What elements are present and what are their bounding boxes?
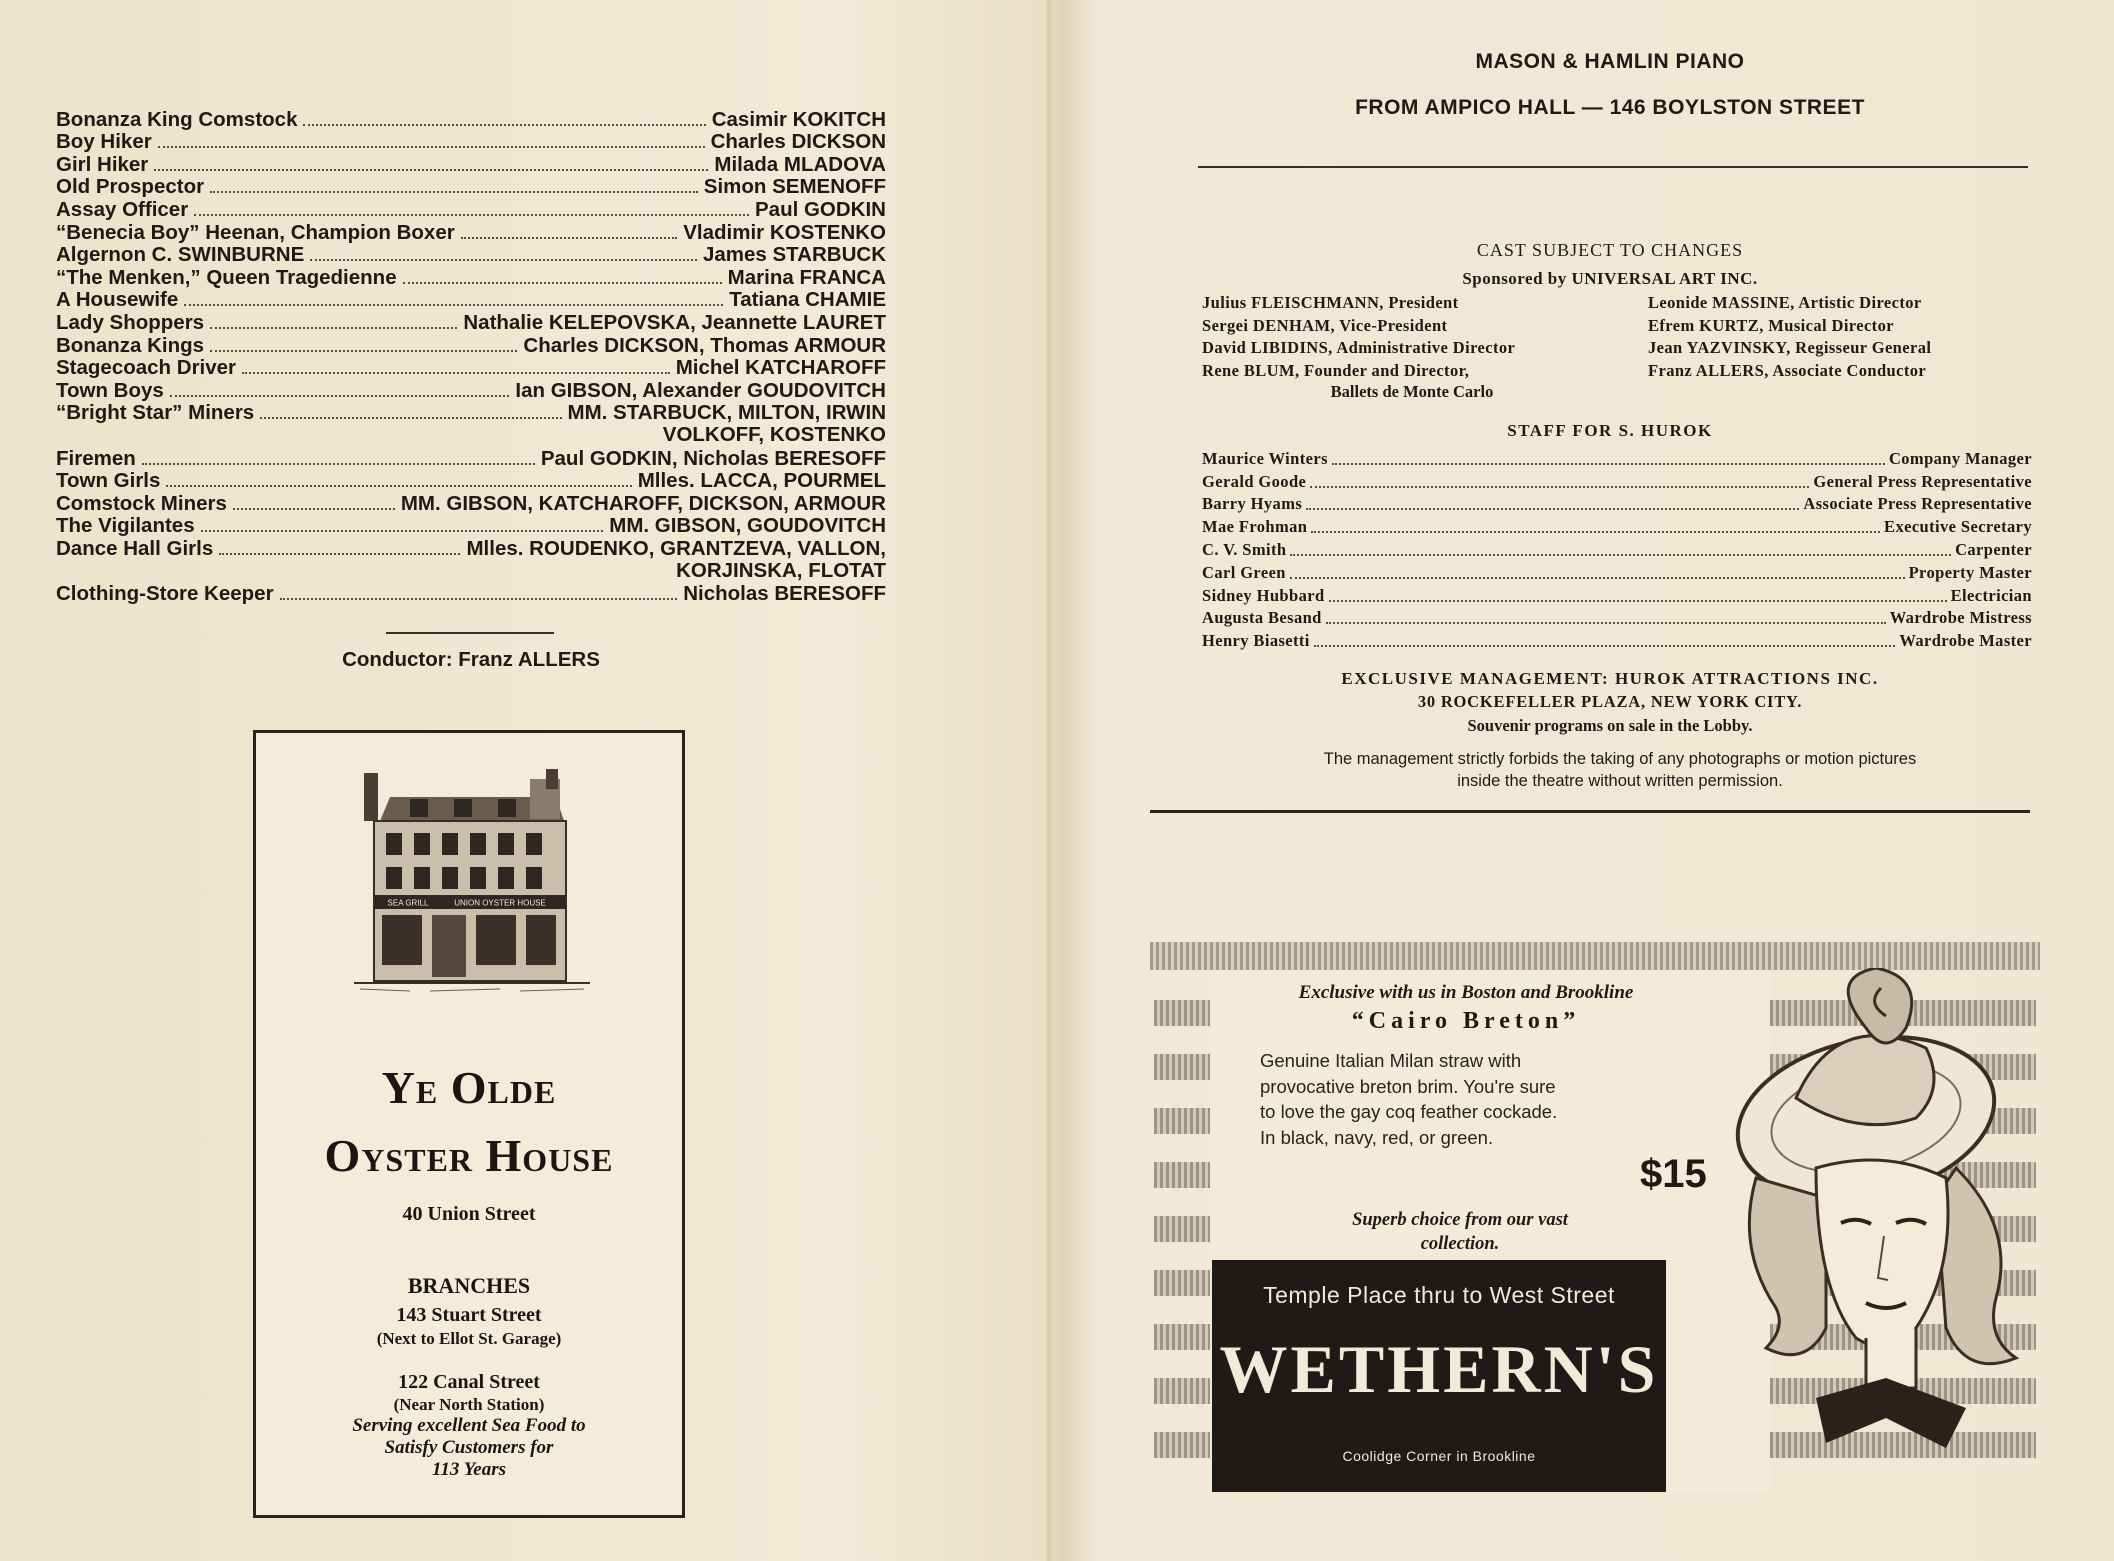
- ad-stripe: [1154, 1000, 1210, 1026]
- ad-choice-line: collection.: [1420, 1234, 1500, 1254]
- oyster-title-line2: Oyster House: [324, 1130, 614, 1181]
- cast-row: [56, 492, 886, 515]
- staff-name: Gerald Goode: [1202, 471, 1307, 491]
- dot-leader: [166, 485, 631, 487]
- staff-title: Company Manager: [1888, 448, 2032, 468]
- store-location: Temple Place thru to West Street: [1263, 1282, 1615, 1308]
- cast-row: [56, 402, 886, 425]
- divider-rule: [386, 632, 554, 634]
- cast-role: Boy Hiker: [56, 130, 152, 154]
- store-branch: Coolidge Corner in Brookline: [1342, 1448, 1536, 1464]
- ballets-line: Ballets de Monte Carlo: [1330, 382, 1494, 401]
- cast-actor: Nicholas BERESOFF: [683, 582, 886, 606]
- cast-actor: Tatiana CHAMIE: [729, 288, 886, 312]
- cast-role: Town Boys: [56, 378, 164, 402]
- staff-row: [1202, 606, 2032, 629]
- cast-actor: MM. STARBUCK, MILTON, IRWIN: [567, 401, 886, 425]
- piano-credit: MASON & HAMLIN PIANO: [1475, 50, 1745, 73]
- officers-right: [1648, 292, 1931, 382]
- dot-leader: [210, 350, 517, 352]
- officer: Efrem KURTZ, Musical Director: [1648, 315, 1894, 335]
- cast-row: [56, 221, 886, 244]
- cast-actor-continued: KORJINSKA, FLOTAT: [676, 558, 886, 582]
- management-address: 30 ROCKEFELLER PLAZA, NEW YORK CITY.: [1417, 692, 1803, 711]
- ad-stripe: [1154, 1216, 1210, 1242]
- staff-list: [1202, 446, 2032, 651]
- cast-row: [56, 515, 886, 538]
- cast-role: Firemen: [56, 446, 136, 470]
- ad-stripe: [1154, 1162, 1210, 1188]
- cast-role: Town Girls: [56, 469, 161, 493]
- cast-row: [56, 447, 886, 470]
- cast-role: Comstock Miners: [56, 491, 227, 515]
- cast-role: Bonanza King Comstock: [56, 107, 298, 131]
- ad-stripe: [1154, 1108, 1210, 1134]
- dot-leader: [310, 259, 697, 261]
- cast-role: “The Menken,” Queen Tragedienne: [56, 265, 397, 289]
- oyster-house-illustration: [350, 769, 594, 1001]
- dot-leader: [260, 417, 561, 419]
- cast-row: [56, 176, 886, 199]
- ad-product-name: “Cairo Breton”: [1351, 1008, 1581, 1034]
- cast-row: [56, 244, 886, 267]
- dot-leader: [1311, 531, 1880, 533]
- branch-1-note: (Next to Ellot St. Garage): [376, 1329, 562, 1348]
- section-rule: [1150, 810, 2030, 813]
- staff-row: [1202, 492, 2032, 515]
- cast-actor-continued: VOLKOFF, KOSTENKO: [662, 423, 886, 447]
- branch-2-address: 122 Canal Street: [398, 1371, 540, 1393]
- oyster-address: 40 Union Street: [402, 1203, 536, 1225]
- cast-row: [56, 266, 886, 289]
- ad-stripe: [1154, 1270, 1210, 1296]
- ad-exclusive-line: Exclusive with us in Boston and Brookline: [1298, 982, 1634, 1003]
- ad-price: $15: [1640, 1152, 1707, 1196]
- sign-text-right: UNION OYSTER HOUSE: [454, 898, 546, 908]
- cast-role: Dance Hall Girls: [56, 536, 214, 560]
- cast-actor: MM. GIBSON, KATCHAROFF, DICKSON, ARMOUR: [400, 491, 886, 515]
- cast-actor: Milada MLADOVA: [714, 152, 886, 176]
- dot-leader: [219, 553, 460, 555]
- wetherns-ad: [1150, 942, 2040, 1492]
- staff-title: Wardrobe Master: [1899, 631, 2032, 651]
- wetherns-logo-box: [1212, 1260, 1666, 1492]
- conductor-line: Conductor: Franz ALLERS: [342, 648, 600, 671]
- cast-role: A Housewife: [56, 288, 179, 312]
- cast-role: Girl Hiker: [56, 152, 149, 176]
- dot-leader: [1329, 600, 1947, 602]
- cast-actor: Vladimir KOSTENKO: [683, 220, 886, 244]
- staff-row: [1202, 628, 2032, 651]
- cast-row: [56, 311, 886, 334]
- cast-role: Stagecoach Driver: [56, 356, 237, 380]
- staff-row: [1202, 560, 2032, 583]
- dot-leader: [1306, 508, 1799, 510]
- staff-row: [1202, 514, 2032, 537]
- staff-name: Augusta Besand: [1202, 608, 1322, 628]
- officer: David LIBIDINS, Administrative Director: [1202, 338, 1516, 357]
- dot-leader: [142, 463, 535, 465]
- slogan-line-1: Serving excellent Sea Food to: [352, 1415, 586, 1436]
- dot-leader: [170, 395, 510, 397]
- dot-leader: [210, 327, 457, 329]
- cast-row: [56, 537, 886, 560]
- header-rule: [1198, 166, 2028, 168]
- cast-row: [56, 357, 886, 380]
- ad-stripe: [1154, 1324, 1210, 1350]
- staff-title: Wardrobe Mistress: [1889, 608, 2032, 628]
- staff-name: Mae Frohman: [1202, 517, 1308, 537]
- cast-role: Algernon C. SWINBURNE: [56, 243, 305, 267]
- cast-role: Bonanza Kings: [56, 333, 205, 357]
- cast-actor: Michel KATCHAROFF: [675, 356, 886, 380]
- piano-source: FROM AMPICO HALL — 146 BOYLSTON STREET: [1355, 96, 1865, 119]
- dot-leader: [194, 214, 749, 216]
- cast-actor: Marina FRANCA: [727, 265, 886, 289]
- dot-leader: [1314, 645, 1896, 647]
- cast-actor: Charles DICKSON, Thomas ARMOUR: [523, 333, 886, 357]
- cast-role: “Bright Star” Miners: [56, 401, 255, 425]
- oyster-house-ad: [253, 730, 685, 1518]
- slogan-line-2: Satisfy Customers for: [384, 1437, 554, 1458]
- staff-title: Associate Press Representative: [1803, 494, 2032, 514]
- notice-line-1: The management strictly forbids the taking of any photographs or motion pictures: [1323, 750, 1917, 768]
- cast-actor: Mlles. ROUDENKO, GRANTZEVA, VALLON,: [466, 536, 886, 560]
- dot-leader: [303, 124, 705, 126]
- cast-row: [56, 108, 886, 131]
- staff-row: [1202, 583, 2032, 606]
- cast-role: Clothing-Store Keeper: [56, 582, 274, 606]
- cast-role: Lady Shoppers: [56, 310, 205, 334]
- dot-leader: [210, 191, 698, 193]
- dot-leader: [403, 282, 722, 284]
- cast-actor: Paul GODKIN: [755, 197, 886, 221]
- staff-name: Sidney Hubbard: [1202, 585, 1325, 605]
- dot-leader: [242, 372, 670, 374]
- cast-actor: Paul GODKIN, Nicholas BERESOFF: [540, 446, 886, 470]
- dot-leader: [1290, 577, 1905, 579]
- cast-row: [56, 289, 886, 312]
- slogan-line-3: 113 Years: [431, 1459, 507, 1480]
- dot-leader: [1310, 486, 1809, 488]
- staff-row: [1202, 537, 2032, 560]
- cast-role: Assay Officer: [56, 197, 189, 221]
- dot-leader: [201, 530, 604, 532]
- notice-line-2: inside the theatre without written permission.: [1457, 772, 1783, 790]
- staff-title: Property Master: [1908, 562, 2032, 582]
- officer: Leonide MASSINE, Artistic Director: [1648, 293, 1922, 312]
- officer: Sergei DENHAM, Vice-President: [1202, 315, 1448, 335]
- dot-leader: [184, 304, 723, 306]
- staff-name: Henry Biasetti: [1202, 631, 1310, 651]
- staff-name: Carl Green: [1202, 562, 1286, 582]
- photography-notice: [1190, 748, 2050, 792]
- store-brand: WETHERN'S: [1219, 1331, 1659, 1407]
- cast-actor: Mlles. LACCA, POURMEL: [637, 469, 886, 493]
- oyster-title-line1: Ye Olde: [381, 1062, 557, 1113]
- ad-description: [1260, 1048, 1720, 1150]
- ad-choice-text: [1280, 1208, 1640, 1256]
- cast-row: [56, 198, 886, 221]
- cast-role: The Vigilantes: [56, 514, 195, 538]
- cast-actor: Nathalie KELEPOVSKA, Jeannette LAURET: [463, 310, 886, 334]
- cast-actor: Ian GIBSON, Alexander GOUDOVITCH: [515, 378, 886, 402]
- ad-body-line: provocative breton brim. You're sure: [1260, 1075, 1556, 1097]
- cast-actor: MM. GIBSON, GOUDOVITCH: [609, 514, 886, 538]
- dot-leader: [461, 237, 678, 239]
- cast-subject-notice: CAST SUBJECT TO CHANGES: [1476, 240, 1744, 260]
- staff-name: C. V. Smith: [1202, 539, 1287, 559]
- cast-actor: Casimir KOKITCH: [711, 107, 886, 131]
- ad-choice-line: Superb choice from our vast: [1352, 1210, 1568, 1230]
- cast-list: [56, 108, 886, 605]
- cast-actor: James STARBUCK: [702, 243, 886, 267]
- staff-name: Barry Hyams: [1202, 494, 1303, 514]
- sign-text-left: SEA GRILL: [387, 898, 429, 908]
- sponsor-line: Sponsored by UNIVERSAL ART INC.: [1462, 269, 1758, 288]
- officers-left: [1202, 292, 1515, 382]
- ad-body-line: Genuine Italian Milan straw with: [1260, 1050, 1522, 1071]
- staff-name: Maurice Winters: [1202, 448, 1328, 468]
- branches-heading: BRANCHES: [407, 1273, 531, 1298]
- officer: Rene BLUM, Founder and Director,: [1202, 360, 1470, 380]
- staff-title: Executive Secretary: [1884, 517, 2032, 537]
- cast-row: [56, 153, 886, 176]
- cast-actor: Charles DICKSON: [710, 130, 886, 154]
- branch-2-note: (Near North Station): [393, 1395, 545, 1414]
- staff-title: Electrician: [1950, 585, 2032, 605]
- ad-stripe: [1154, 1432, 1210, 1458]
- dot-leader: [1290, 554, 1951, 556]
- ad-body-line: to love the gay coq feather cockade.: [1260, 1101, 1558, 1122]
- cast-role: “Benecia Boy” Heenan, Champion Boxer: [56, 220, 455, 244]
- ad-stripe: [1154, 1054, 1210, 1080]
- page-fold: [1046, 0, 1052, 1561]
- staff-heading: STAFF FOR S. HUROK: [1507, 421, 1713, 440]
- staff-title: Carpenter: [1955, 539, 2032, 559]
- staff-title: General Press Representative: [1813, 471, 2032, 491]
- dot-leader: [233, 508, 395, 510]
- ad-stripe: [1154, 1378, 1210, 1404]
- branch-1-address: 143 Stuart Street: [396, 1304, 542, 1326]
- hat-model-illustration: [1716, 968, 2046, 1480]
- cast-role: Old Prospector: [56, 175, 205, 199]
- cast-row: [56, 131, 886, 154]
- ad-top-border: [1150, 942, 2040, 970]
- dot-leader: [1332, 463, 1885, 465]
- dot-leader: [1326, 622, 1886, 624]
- cast-row: [56, 470, 886, 493]
- dot-leader: [158, 146, 705, 148]
- cast-actor: Simon SEMENOFF: [703, 175, 886, 199]
- ad-body-line: In black, navy, red, or green.: [1260, 1126, 1494, 1148]
- cast-row: [56, 334, 886, 357]
- officer: Franz ALLERS, Associate Conductor: [1648, 360, 1927, 380]
- souvenir-notice: Souvenir programs on sale in the Lobby.: [1467, 716, 1753, 735]
- officer: Jean YAZVINSKY, Regisseur General: [1648, 338, 1932, 357]
- officer: Julius FLEISCHMANN, President: [1202, 293, 1459, 312]
- dot-leader: [280, 598, 678, 600]
- cast-row: [56, 582, 886, 605]
- staff-row: [1202, 469, 2032, 492]
- staff-row: [1202, 446, 2032, 469]
- exclusive-management: EXCLUSIVE MANAGEMENT: HUROK ATTRACTIONS INC.: [1341, 669, 1879, 688]
- dot-leader: [154, 169, 708, 171]
- cast-row: [56, 379, 886, 402]
